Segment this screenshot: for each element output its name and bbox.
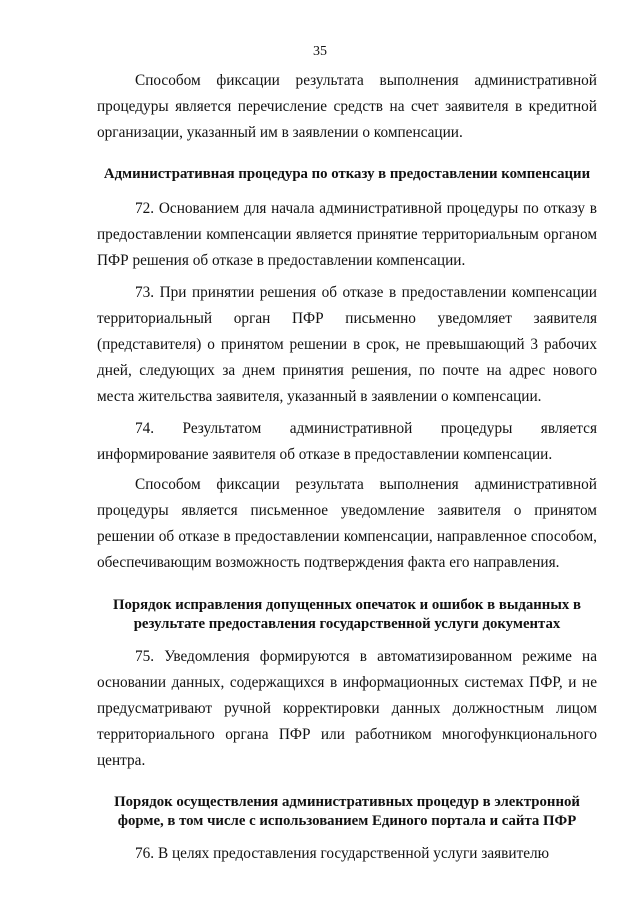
section-heading-error-correction: Порядок исправления допущенных опечаток и ошибок в выданных в результате предоставления государственной услуги документах — [113, 597, 581, 632]
paragraph-74: 74. Результатом административной процедуры является информирование заявителя об отказе в предоставлении компенсации. — [97, 420, 597, 463]
paragraph-73: 73. При принятии решения об отказе в предоставлении компенсации территориальный орган ПФР письменно уведомляет заявителя (представителя) о принятом решении в срок, не превышающий 3 рабочих дней, следующих за днем принятия решения, по почте на адрес нового места жительства заявителя, указанный в заявлении о компенсации. — [97, 284, 597, 405]
page-number: 35 — [313, 44, 327, 59]
paragraph-76: 76. В целях предоставления государственной услуги заявителю — [135, 845, 550, 862]
section-heading-electronic-procedures: Порядок осуществления административных процедур в электронной форме, в том числе с использованием Единого портала и сайта ПФР — [114, 794, 580, 829]
paragraph-72: 72. Основанием для начала административной процедуры по отказу в предоставлении компенсации является принятие территориальным органом ПФР решения об отказе в предоставлении компенсации. — [97, 200, 597, 269]
paragraph-75: 75. Уведомления формируются в автоматизированном режиме на основании данных, содержащихся в информационных системах ПФР, и не предусматривают ручной корректировки данных должностным лицом территориального органа ПФР или работником многофункционального центра. — [97, 648, 597, 769]
paragraph-fixation-method: Способом фиксации результата выполнения административной процедуры является перечисление средств на счет заявителя в кредитной организации, указанный им в заявлении о компенсации. — [97, 72, 597, 141]
paragraph-74-fixation: Способом фиксации результата выполнения административной процедуры является письменное уведомление заявителя о принятом решении об отказе в предоставлении компенсации, направленное способом, обеспечивающим возможность подтверждения факта его направления. — [97, 476, 597, 571]
section-heading-refusal-procedure: Административная процедура по отказу в предоставлении компенсации — [103, 166, 591, 182]
document-body — [97, 68, 597, 867]
